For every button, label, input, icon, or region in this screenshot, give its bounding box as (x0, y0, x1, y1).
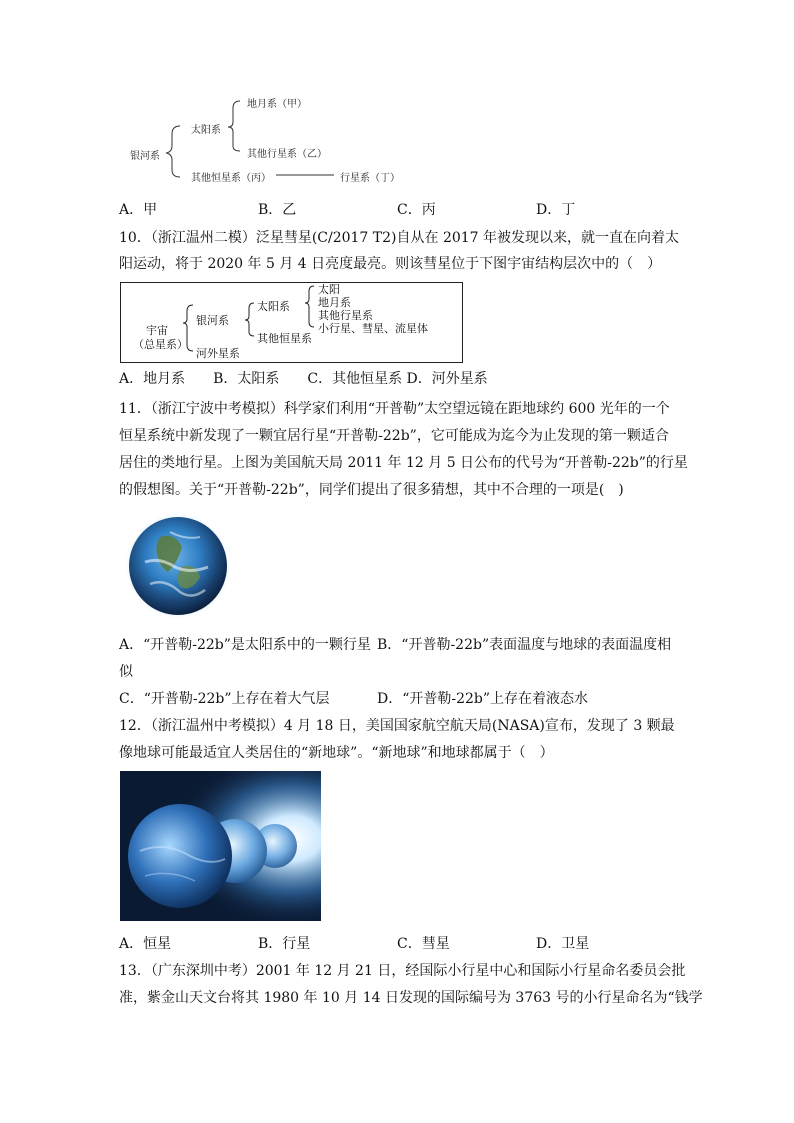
q11-option-c[interactable]: C．“开普勒-22b”上存在着大气层 (119, 691, 330, 707)
q11-text-line-1: 11．（浙江宁波中考模拟）科学家们利用“开普勒”太空望远镜在距地球约 600 光年的一个 (119, 401, 670, 417)
label-earth-moon: 地月系（甲） (247, 99, 307, 110)
label-planet-system: 行星系（丁） (340, 173, 400, 184)
label-solar-system: 太阳系 (257, 300, 290, 313)
universe-hierarchy-diagram (120, 282, 463, 363)
label-total-galaxy-system: （总星系） (133, 338, 188, 351)
q13-text-line-2: 准，紫金山天文台将其 1980 年 10 月 14 日发现的国际编号为 3763 号的小行星命名为“钱学 (119, 990, 703, 1006)
q11-text-line-3: 居住的类地行星。上图为美国航天局 2011 年 12 月 5 日公布的代号为“开普勒-22b”的行星 (119, 455, 688, 471)
label-other-planets: 其他行星系（乙） (247, 149, 327, 160)
label-earth-moon: 地月系 (318, 296, 351, 309)
q11-option-a[interactable]: A．“开普勒-22b”是太阳系中的一颗行星 (119, 637, 371, 653)
label-sun: 太阳 (318, 283, 340, 296)
label-galaxy: 银河系 (196, 314, 229, 327)
q12-option-c[interactable]: C．彗星 (397, 936, 450, 952)
q9-option-d[interactable]: D．丁 (536, 202, 576, 218)
label-galaxy: 银河系 (130, 151, 160, 162)
q11-option-d[interactable]: D．“开普勒-22b”上存在着液态水 (377, 691, 589, 707)
q9-option-b[interactable]: B．乙 (258, 202, 297, 218)
label-universe: 宇宙 (146, 324, 168, 337)
q12-option-b[interactable]: B．行星 (258, 936, 311, 952)
q12-option-a[interactable]: A．恒星 (119, 936, 172, 952)
q12-option-d[interactable]: D．卫星 (536, 936, 590, 952)
planet-illustration (120, 512, 240, 620)
label-extragalactic: 河外星系 (196, 347, 240, 360)
new-earths-image (120, 771, 321, 921)
new-earths-illustration (120, 771, 321, 921)
label-other-planets: 其他行星系 (318, 309, 373, 322)
label-other-stars: 其他恒星系（丙） (191, 173, 271, 184)
q12-text-line-2: 像地球可能最适宜人类居住的“新地球”。“新地球”和地球都属于（ ） (119, 745, 554, 761)
q10-text-line-1: 10．（浙江温州二模）泛星彗星(C/2017 T2)自从在 2017 年被发现以来，就一直在向着太 (119, 230, 680, 246)
label-small-bodies: 小行星、彗星、流星体 (318, 322, 428, 335)
q13-text-line-1: 13．（广东深圳中考）2001 年 12 月 21 日，经国际小行星中心和国际小行星命名委员会批 (119, 963, 686, 979)
label-other-stars: 其他恒星系 (257, 332, 312, 345)
q9-option-c[interactable]: C．丙 (397, 202, 436, 218)
kepler-22b-planet-image (120, 512, 240, 620)
q12-text-line-1: 12．（浙江温州中考模拟）4 月 18 日，美国国家航空航天局(NASA)宣布，发现了 3 颗最 (119, 718, 675, 734)
q11-text-line-4: 的假想图。关于“开普勒-22b”，同学们提出了很多猜想，其中不合理的一项是( ) (119, 482, 624, 498)
q11-option-b[interactable]: B．“开普勒-22b”表面温度与地球的表面温度相 (377, 637, 672, 653)
q10-text-line-2: 阳运动，将于 2020 年 5 月 4 日亮度最亮。则该彗星位于下图宇宙结构层次中的（ ） (119, 256, 662, 272)
q11-option-b-continued: 似 (119, 664, 133, 680)
q9-option-a[interactable]: A．甲 (119, 202, 158, 218)
label-solar-system: 太阳系 (191, 125, 221, 136)
q10-options[interactable]: A．地月系 B．太阳系 C．其他恒星系 D．河外星系 (119, 371, 488, 387)
q11-text-line-2: 恒星系统中新发现了一颗宜居行星“开普勒-22b”，它可能成为迄今为止发现的第一颗适合 (119, 428, 669, 444)
